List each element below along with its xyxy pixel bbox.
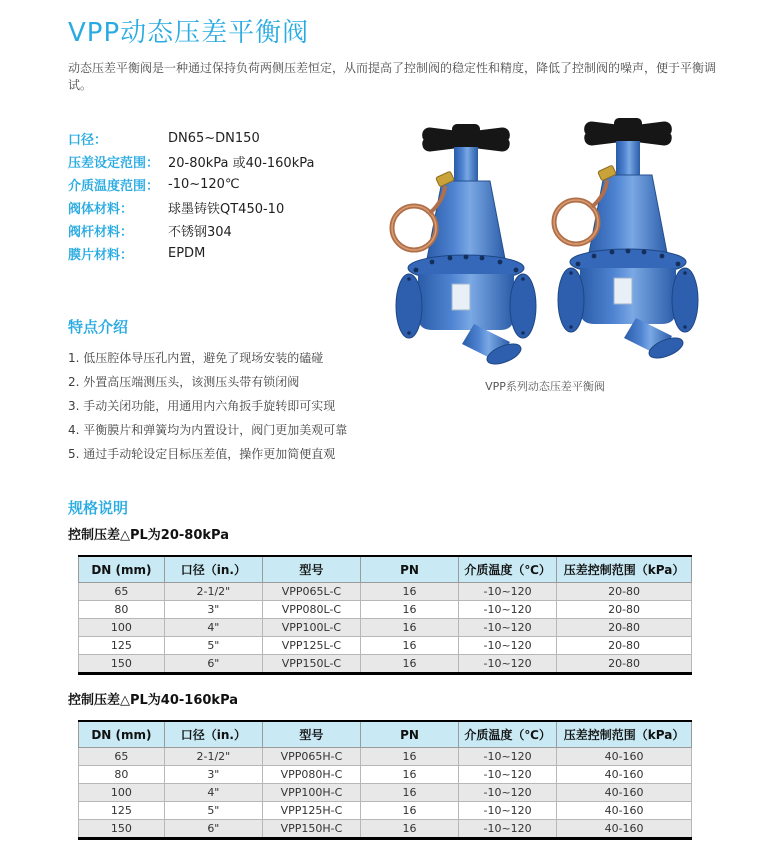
table-title-20-80: 控制压差△PL为20-80kPa xyxy=(68,528,229,543)
feature-item: 3. 手动关闭功能，用通用内六角扳手旋转即可实现 xyxy=(68,399,336,413)
table-row xyxy=(79,820,692,839)
spec-label: 膜片材料： xyxy=(68,248,134,263)
table-cell-dn: 65 xyxy=(79,583,165,601)
table-cell-temp: -10~120 xyxy=(459,784,557,802)
table-cell-temp: -10~120 xyxy=(459,601,557,619)
spec-section-heading: 规格说明 xyxy=(68,499,129,517)
features-section xyxy=(68,316,388,466)
feature-item: 5. 通过手动轮设定目标压差值，操作更加简便直观 xyxy=(68,447,336,461)
table-cell-pn: 16 xyxy=(360,784,458,802)
spec-value: 不锈钢304 xyxy=(168,225,232,240)
table-cell-model: VPP100L-C xyxy=(262,619,360,637)
table-cell-temp: -10~120 xyxy=(459,583,557,601)
spec-label: 阀杆材料： xyxy=(68,225,134,240)
table-row xyxy=(79,784,692,802)
table-cell-range: 20-80 xyxy=(557,601,692,619)
feature-item: 2. 外置高压端测压头，该测压头带有锁闭阀 xyxy=(68,375,300,389)
table-cell-dn: 150 xyxy=(79,655,165,674)
spec-value: DN65~DN150 xyxy=(168,131,260,146)
table-cell-range: 20-80 xyxy=(557,637,692,655)
table-row xyxy=(79,619,692,637)
table-cell-pn: 16 xyxy=(360,802,458,820)
spec-value: 球墨铸铁QT450-10 xyxy=(168,202,285,217)
table-cell-size: 6" xyxy=(164,820,262,839)
table-cell-pn: 16 xyxy=(360,820,458,839)
table-cell-model: VPP065L-C xyxy=(262,583,360,601)
spec-row xyxy=(68,219,314,242)
table-header-row xyxy=(79,556,692,583)
table-cell-range: 40-160 xyxy=(557,784,692,802)
table-row xyxy=(79,802,692,820)
table-cell-model: VPP100H-C xyxy=(262,784,360,802)
table-block-40-160 xyxy=(68,689,708,840)
table-cell-size: 2-1/2" xyxy=(164,748,262,766)
table-row xyxy=(79,655,692,674)
table-cell-model: VPP080L-C xyxy=(262,601,360,619)
spec-table-20-80 xyxy=(78,555,692,675)
table-row xyxy=(79,766,692,784)
spec-row xyxy=(68,242,314,265)
spec-value: -10~120℃ xyxy=(168,177,240,192)
table-header-cell: 压差控制范围（kPa） xyxy=(557,556,692,583)
table-block-20-80 xyxy=(68,524,708,675)
table-cell-model: VPP065H-C xyxy=(262,748,360,766)
table-header-cell: 介质温度（℃） xyxy=(459,721,557,748)
table-header-cell: PN xyxy=(360,721,458,748)
spec-table-40-160 xyxy=(78,720,692,840)
table-header-cell: 型号 xyxy=(262,721,360,748)
valve-left xyxy=(392,124,536,368)
table-cell-model: VPP125H-C xyxy=(262,802,360,820)
valve-right xyxy=(554,118,698,362)
features-heading: 特点介绍 xyxy=(68,318,129,336)
table-header-row xyxy=(79,721,692,748)
spec-row xyxy=(68,127,314,150)
table-cell-size: 3" xyxy=(164,601,262,619)
table-header-cell: PN xyxy=(360,556,458,583)
table-cell-temp: -10~120 xyxy=(459,655,557,674)
spec-value: 20-80kPa 或40-160kPa xyxy=(168,156,315,171)
spec-label: 压差设定范围： xyxy=(68,156,160,171)
table-cell-temp: -10~120 xyxy=(459,820,557,839)
table-cell-model: VPP080H-C xyxy=(262,766,360,784)
table-cell-range: 40-160 xyxy=(557,748,692,766)
table-cell-dn: 80 xyxy=(79,601,165,619)
page-title: VPP动态压差平衡阀 xyxy=(68,18,310,48)
valve-photo-icon xyxy=(386,112,704,370)
table-cell-range: 40-160 xyxy=(557,766,692,784)
table-header-cell: 口径（in.） xyxy=(164,721,262,748)
table-cell-pn: 16 xyxy=(360,637,458,655)
spec-label: 阀体材料： xyxy=(68,202,134,217)
table-row xyxy=(79,748,692,766)
table-cell-pn: 16 xyxy=(360,583,458,601)
table-cell-temp: -10~120 xyxy=(459,766,557,784)
table-cell-model: VPP150H-C xyxy=(262,820,360,839)
table-header-cell: 口径（in.） xyxy=(164,556,262,583)
table-cell-dn: 125 xyxy=(79,637,165,655)
table-cell-range: 20-80 xyxy=(557,583,692,601)
table-cell-size: 3" xyxy=(164,766,262,784)
table-row xyxy=(79,601,692,619)
spec-label: 口径： xyxy=(68,133,108,148)
spec-value: EPDM xyxy=(168,246,206,261)
table-cell-pn: 16 xyxy=(360,748,458,766)
table-row xyxy=(79,583,692,601)
table-cell-dn: 65 xyxy=(79,748,165,766)
table-cell-pn: 16 xyxy=(360,655,458,674)
feature-item: 1. 低压腔体导压孔内置，避免了现场安装的磕碰 xyxy=(68,351,324,365)
table-header-cell: 压差控制范围（kPa） xyxy=(557,721,692,748)
table-cell-dn: 100 xyxy=(79,784,165,802)
table-cell-size: 6" xyxy=(164,655,262,674)
spec-row xyxy=(68,173,314,196)
product-figure xyxy=(386,112,704,394)
table-cell-pn: 16 xyxy=(360,766,458,784)
table-cell-range: 40-160 xyxy=(557,802,692,820)
table-cell-size: 5" xyxy=(164,637,262,655)
spec-row xyxy=(68,150,314,173)
table-title-40-160: 控制压差△PL为40-160kPa xyxy=(68,693,239,708)
table-cell-range: 20-80 xyxy=(557,619,692,637)
product-caption: VPP系列动态压差平衡阀 xyxy=(485,380,605,393)
table-cell-temp: -10~120 xyxy=(459,637,557,655)
table-cell-dn: 100 xyxy=(79,619,165,637)
table-row xyxy=(79,637,692,655)
table-cell-pn: 16 xyxy=(360,619,458,637)
table-header-cell: DN (mm) xyxy=(79,721,165,748)
spec-label: 介质温度范围： xyxy=(68,179,160,194)
table-cell-size: 4" xyxy=(164,619,262,637)
table-cell-temp: -10~120 xyxy=(459,748,557,766)
table-cell-model: VPP150L-C xyxy=(262,655,360,674)
table-cell-dn: 80 xyxy=(79,766,165,784)
table-cell-temp: -10~120 xyxy=(459,619,557,637)
features-list xyxy=(68,346,388,466)
table-cell-range: 40-160 xyxy=(557,820,692,839)
table-cell-size: 5" xyxy=(164,802,262,820)
table-cell-size: 4" xyxy=(164,784,262,802)
spec-row xyxy=(68,196,314,219)
table-cell-range: 20-80 xyxy=(557,655,692,674)
table-cell-dn: 125 xyxy=(79,802,165,820)
spec-list xyxy=(68,127,314,265)
table-cell-pn: 16 xyxy=(360,601,458,619)
table-cell-dn: 150 xyxy=(79,820,165,839)
table-header-cell: 介质温度（℃） xyxy=(459,556,557,583)
table-header-cell: 型号 xyxy=(262,556,360,583)
feature-item: 4. 平衡膜片和弹簧均为内置设计，阀门更加美观可靠 xyxy=(68,423,348,437)
table-cell-size: 2-1/2" xyxy=(164,583,262,601)
table-header-cell: DN (mm) xyxy=(79,556,165,583)
table-cell-model: VPP125L-C xyxy=(262,637,360,655)
table-cell-temp: -10~120 xyxy=(459,802,557,820)
intro-text: 动态压差平衡阀是一种通过保持负荷两侧压差恒定，从而提高了控制阀的稳定性和精度，降低了控制阀的噪声，便于平衡调试。 xyxy=(68,61,717,92)
